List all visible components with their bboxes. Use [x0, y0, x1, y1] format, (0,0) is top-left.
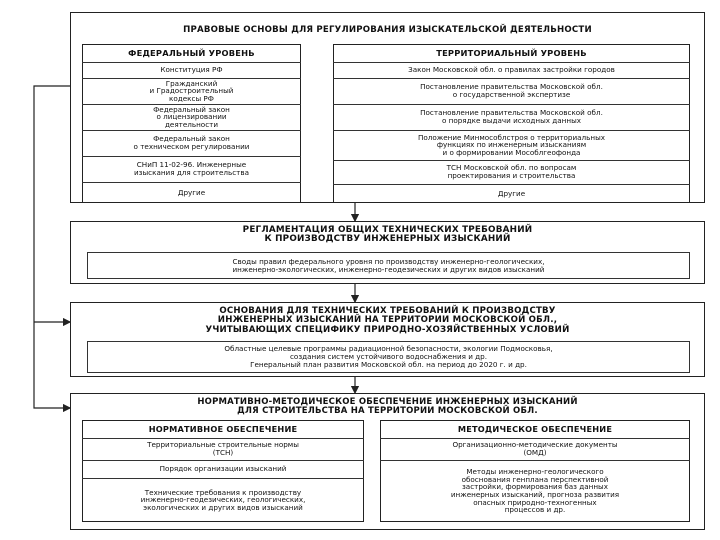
federal-item: Конституция РФ — [160, 65, 223, 75]
federal-level-header: ФЕДЕРАЛЬНЫЙ УРОВЕНЬ — [128, 47, 255, 58]
reglament-title: РЕГЛАМЕНТАЦИЯ ОБЩИХ ТЕХНИЧЕСКИХ ТРЕБОВАНИЙ К ПРОИЗВОДСТВУ ИНЖЕНЕРНЫХ ИЗЫСКАНИЙ — [242, 224, 533, 244]
osnovaniya-title: ОСНОВАНИЯ ДЛЯ ТЕХНИЧЕСКИХ ТРЕБОВАНИЙ К ПРОИЗВОДСТВУ ИНЖЕНЕРНЫХ ИЗЫСКАНИЙ НА ТЕРРИТОРИИ МОСКОВСКОЙ ОБЛ., УЧИТЫВАЮЩИХ СПЕЦИФИКУ ПРИРОДНО-ХОЗЯЙСТВЕННЫХ УСЛОВИЙ — [205, 306, 570, 335]
federal-item: СНиП 11-02-96. Инженерные изыскания для строительства — [133, 160, 249, 177]
federal-item: Гражданский и Градостроительный кодексы РФ — [149, 78, 234, 103]
legal-basis-title: ПРАВОВЫЕ ОСНОВЫ ДЛЯ РЕГУЛИРОВАНИЯ ИЗЫСКАТЕЛЬСКОЙ ДЕЯТЕЛЬНОСТИ — [183, 25, 592, 36]
methodical-support-header: МЕТОДИЧЕСКОЕ ОБЕСПЕЧЕНИЕ — [457, 423, 613, 434]
normative-item: Территориальные строительные нормы (ТСН) — [147, 440, 299, 457]
normativno-title: НОРМАТИВНО-МЕТОДИЧЕСКОЕ ОБЕСПЕЧЕНИЕ ИНЖЕНЕРНЫХ ИЗЫСКАНИЙ ДЛЯ СТРОИТЕЛЬСТВА НА ТЕРРИТОРИИ МОСКОВСКОЙ ОБЛ. — [197, 397, 578, 416]
methodical-item: Организационно-методические документы (ОМД) — [452, 440, 618, 457]
federal-item: Федеральный закон о лицензировании деятельности — [153, 104, 230, 129]
normative-item: Технические требования к производству инженерно-геодезических, геологических, экологических и других видов изысканий — [140, 487, 306, 512]
territorial-item: Другие — [497, 188, 526, 198]
territorial-item: ТСН Московской обл. по вопросам проектирования и строительства — [446, 163, 577, 180]
normative-item: Порядок организации изысканий — [159, 464, 287, 474]
territorial-level-header: ТЕРРИТОРИАЛЬНЫЙ УРОВЕНЬ — [436, 47, 587, 58]
normative-support-header: НОРМАТИВНОЕ ОБЕСПЕЧЕНИЕ — [148, 423, 298, 434]
federal-item: Федеральный закон о техническом регулировании — [133, 134, 250, 151]
osnovaniya-details: Областные целевые программы радиационной безопасности, экологии Подмосковья, создания систем устойчивого водоснабжения и др. Генеральный план развития Московской обл. на период до 2020 г. и др. — [87, 341, 690, 373]
reglament-details: Своды правил федерального уровня по производству инженерно-геологических, инженерно-экологических, инженерно-геодезических и других видов изысканий — [87, 252, 690, 279]
federal-item: Другие — [177, 187, 206, 197]
methodical-item: Методы инженерно-геологического обоснования генплана перспективной застройки, формирования баз данных инженерных изысканий, прогноза развития опасных природно-техногенных процессов и др. — [450, 467, 620, 515]
territorial-item: Постановление правительства Московской обл. о порядке выдачи исходных данных — [420, 108, 603, 125]
territorial-item: Закон Московской обл. о правилах застройки городов — [408, 65, 615, 75]
territorial-item: Постановление правительства Московской обл. о государственной экспертизе — [420, 82, 603, 99]
territorial-item: Положение Минмособлстроя о территориальных функциях по инженерным изысканиям и о формировании Мособлгеофонда — [417, 132, 605, 157]
